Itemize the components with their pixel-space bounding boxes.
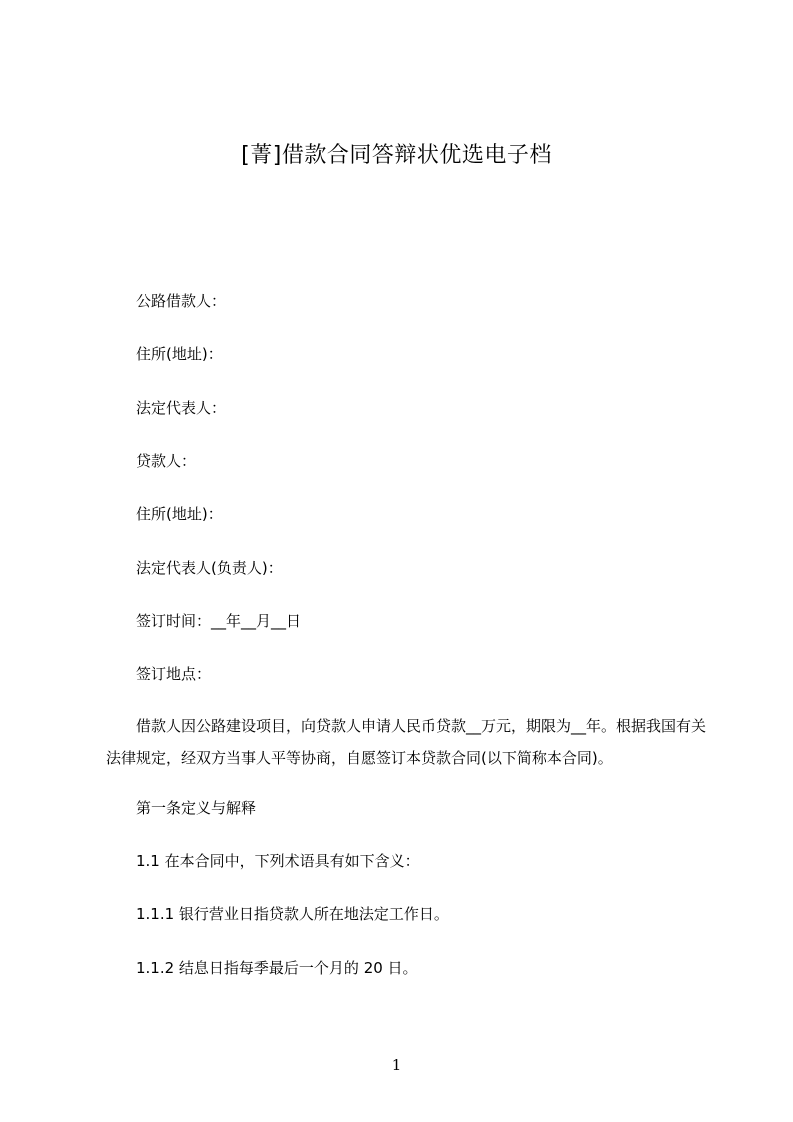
clause-1-1-1: 1.1.1 银行营业日指贷款人所在地法定工作日。	[136, 905, 449, 923]
borrower-representative-label: 法定代表人：	[136, 399, 227, 417]
signing-place-label: 签订地点：	[136, 665, 212, 683]
lender-address-label: 住所(地址)：	[136, 505, 223, 523]
clause-1-1-2: 1.1.2 结息日指每季最后一个月的 20 日。	[136, 959, 418, 977]
page-number: 1	[391, 1056, 402, 1074]
document-title: [菁]借款合同答辩状优选电子档	[241, 143, 552, 168]
signing-date-label: 签订时间：__年__月__日	[136, 612, 302, 630]
borrower-label: 公路借款人：	[136, 292, 227, 310]
borrower-address-label: 住所(地址)：	[136, 345, 223, 363]
lender-representative-label: 法定代表人(负责人)：	[136, 559, 283, 577]
article-one-heading: 第一条定义与解释	[136, 799, 257, 817]
lender-label: 贷款人：	[136, 452, 197, 470]
intro-paragraph: 借款人因公路建设项目，向贷款人申请人民币贷款__万元，期限为__年。根据我国有关法律规定，经双方当事人平等协商，自愿签订本贷款合同(以下简称本合同)。	[106, 717, 707, 767]
clause-1-1: 1.1 在本合同中，下列术语具有如下含义：	[136, 852, 420, 870]
